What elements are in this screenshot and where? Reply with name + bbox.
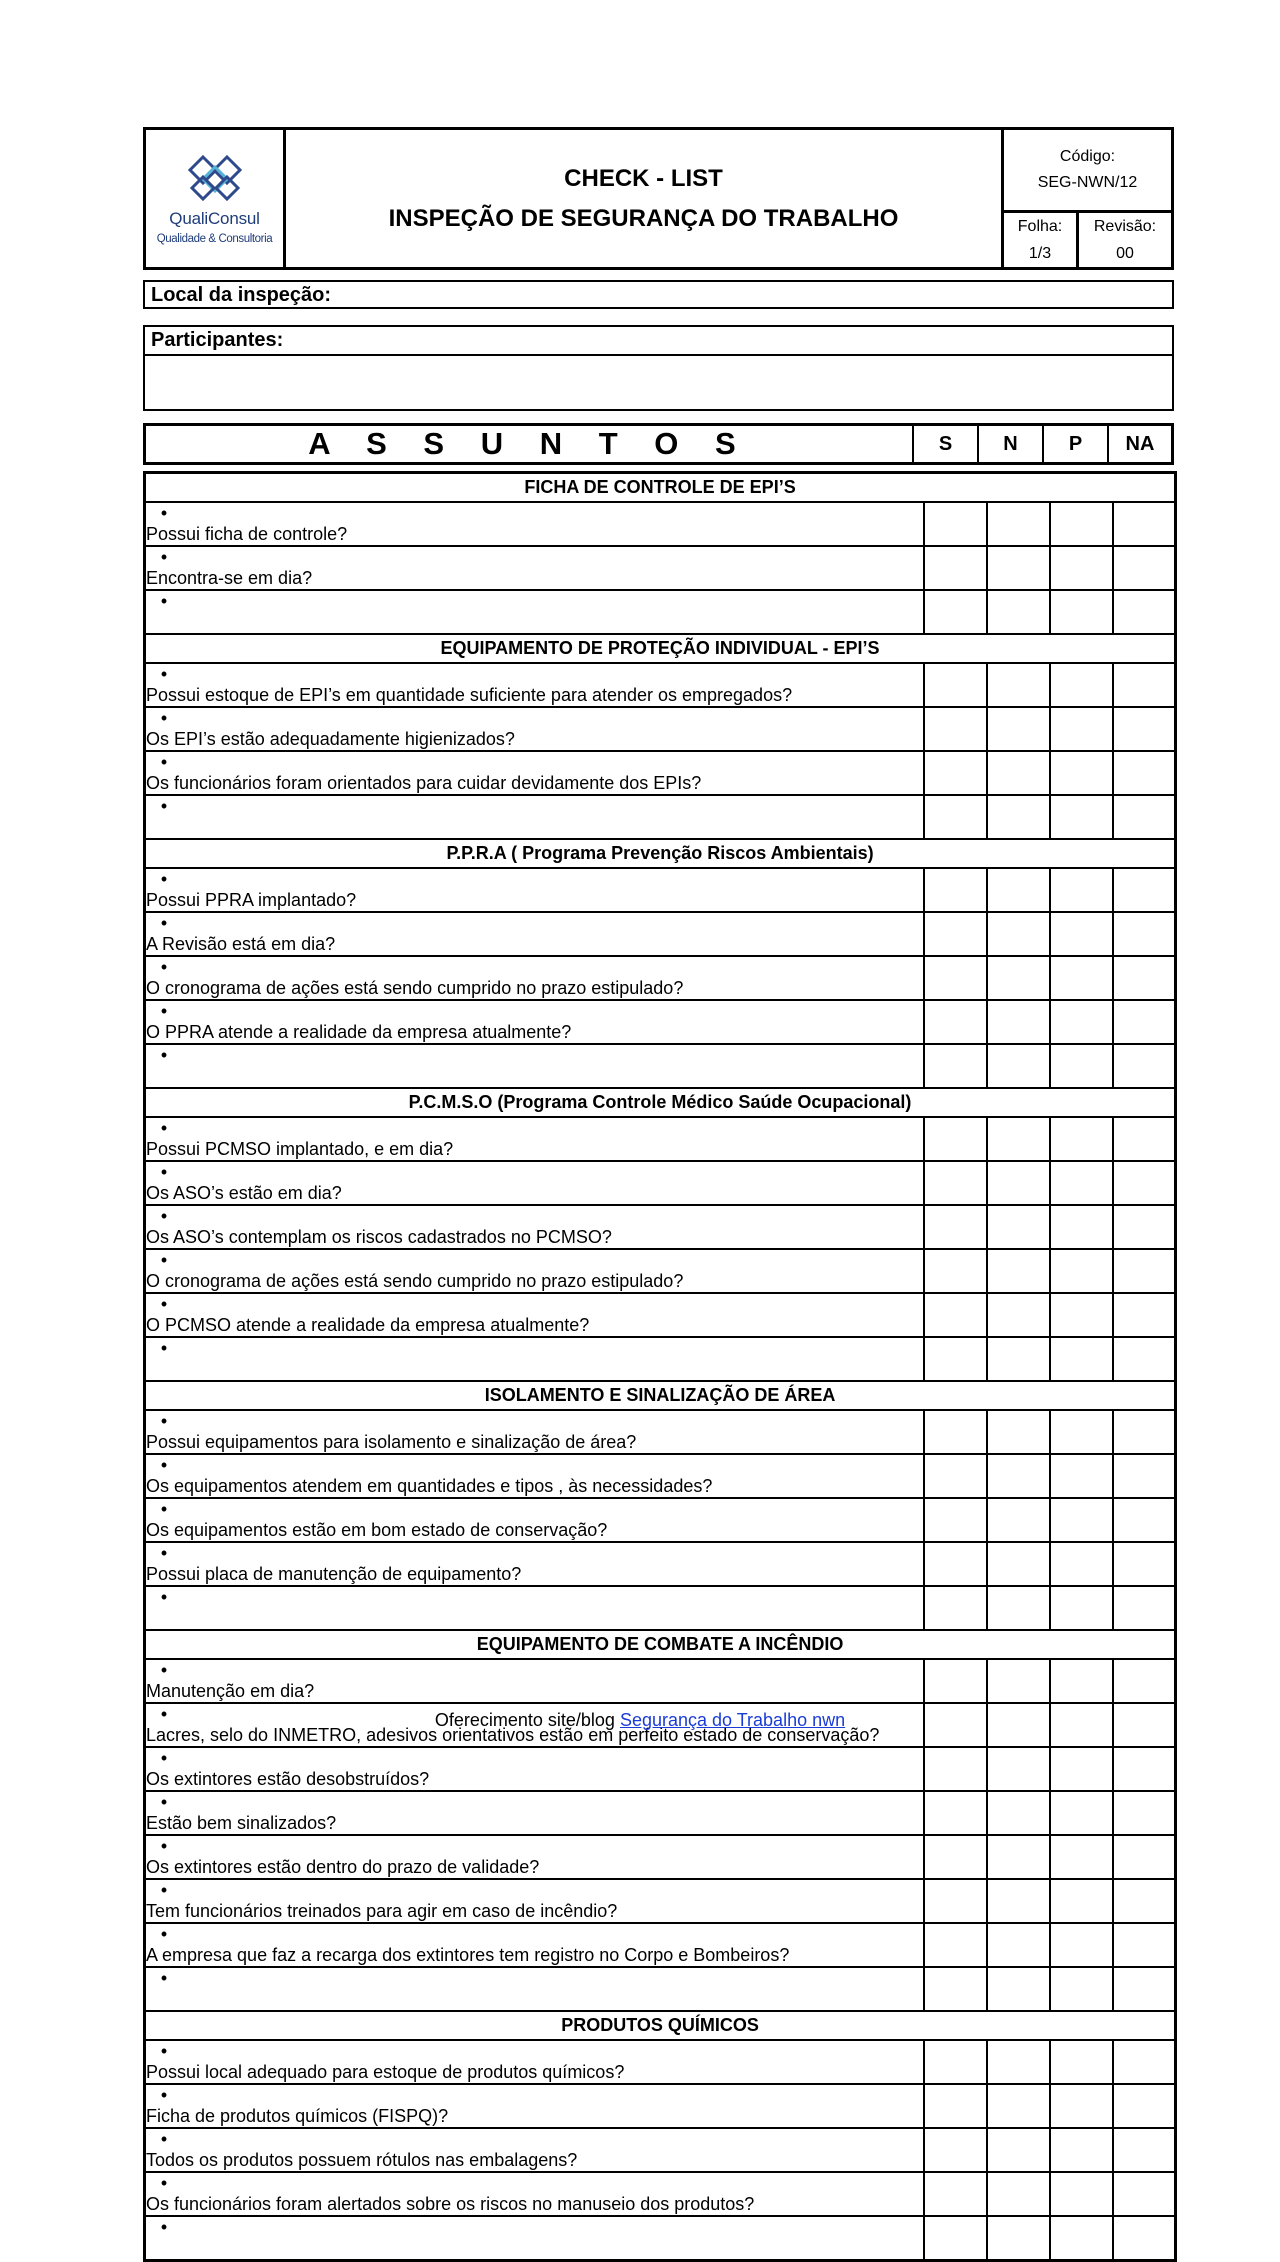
answer-cell-p[interactable] [1050, 2128, 1113, 2172]
title-line-1: CHECK - LIST [564, 164, 723, 192]
checklist-item [145, 751, 924, 795]
answer-cell-na[interactable] [1113, 1967, 1176, 2011]
checklist-item [145, 2084, 924, 2128]
answer-cell-p[interactable] [1050, 502, 1113, 546]
column-p: P [1044, 426, 1109, 462]
bullet-icon: • [160, 1660, 168, 1680]
bullet-icon: • [160, 708, 168, 728]
checklist-item-row [145, 2172, 1176, 2216]
checklist-item-row [145, 1586, 1176, 1630]
checklist-item [145, 1659, 924, 1703]
checklist-item [145, 1747, 924, 1791]
footer-link[interactable]: Segurança do Trabalho nwn [619, 1710, 846, 1730]
local-inspecao-label: Local da inspeção: [151, 284, 332, 306]
column-s: S [914, 426, 979, 462]
answer-cell-p[interactable] [1050, 590, 1113, 634]
bullet-icon: • [160, 2173, 168, 2193]
answer-cell-na[interactable] [1113, 1249, 1176, 1293]
checklist-item [145, 1000, 924, 1044]
checklist-item [145, 1879, 924, 1923]
answer-cell-na[interactable] [1113, 1337, 1176, 1381]
checklist-item-row [145, 1879, 1176, 1923]
answer-cell-p[interactable] [1050, 2040, 1113, 2084]
checklist-item-text [146, 612, 1016, 633]
checklist-item-row [145, 751, 1176, 795]
checklist-item [145, 1791, 924, 1835]
section-title: P.C.M.S.O (Programa Controle Médico Saúde Ocupacional) [145, 1088, 1176, 1117]
checklist-item-row [145, 1659, 1176, 1703]
checklist-item-row [145, 1205, 1176, 1249]
checklist-item-text [146, 1066, 1016, 1087]
section-title: ISOLAMENTO E SINALIZAÇÃO DE ÁREA [145, 1381, 1176, 1410]
footer [0, 1710, 1280, 1731]
checklist-item-text: Manutenção em dia? [146, 1681, 315, 1701]
checklist-item-row [145, 1117, 1176, 1161]
revisao-label: Revisão: [1093, 218, 1157, 235]
checklist-item [145, 912, 924, 956]
checklist-item-text: Os funcionários foram alertados sobre os riscos no manuseio dos produtos? [146, 2194, 755, 2214]
assuntos-header [143, 423, 1174, 465]
checklist-item [145, 1542, 924, 1586]
answer-cell-na[interactable] [1113, 1410, 1176, 1454]
checklist-item-row [145, 1923, 1176, 1967]
bullet-icon: • [160, 1499, 168, 1519]
checklist-table [143, 471, 1177, 2262]
bullet-icon: • [160, 1455, 168, 1475]
answer-cell-p[interactable] [1050, 912, 1113, 956]
checklist-item [145, 1044, 924, 1088]
bullet-icon: • [160, 2085, 168, 2105]
answer-cell-p[interactable] [1050, 1879, 1113, 1923]
checklist-item-text: Encontra-se em dia? [146, 568, 313, 588]
answer-cell-p[interactable] [1050, 1586, 1113, 1630]
answer-cell-na[interactable] [1113, 2216, 1176, 2261]
answer-cell-p[interactable] [1050, 1967, 1113, 2011]
checklist-item-row [145, 2216, 1176, 2261]
document-code-block [1004, 130, 1171, 267]
answer-cell-na[interactable] [1113, 1835, 1176, 1879]
section-title: EQUIPAMENTO DE COMBATE A INCÊNDIO [145, 1630, 1176, 1659]
bullet-icon: • [160, 1792, 168, 1812]
checklist-item-text: Os ASO’s estão em dia? [146, 1183, 342, 1203]
checklist-item-text: Os EPI’s estão adequadamente higienizados? [146, 729, 515, 749]
checklist-item [145, 1923, 924, 1967]
answer-cell-na[interactable] [1113, 663, 1176, 707]
answer-cell-p[interactable] [1050, 2172, 1113, 2216]
answer-cell-na[interactable] [1113, 1879, 1176, 1923]
logo [146, 130, 286, 267]
checklist-item-row [145, 707, 1176, 751]
checklist-item-text: Possui estoque de EPI’s em quantidade suficiente para atender os empregados? [146, 685, 793, 705]
answer-cell-na[interactable] [1113, 1791, 1176, 1835]
section-title: EQUIPAMENTO DE PROTEÇÃO INDIVIDUAL - EPI’S [145, 634, 1176, 663]
checklist-item [145, 502, 924, 546]
bullet-icon: • [160, 752, 168, 772]
logo-diamond-icon [186, 153, 244, 205]
folha-cell [1004, 213, 1079, 267]
answer-cell-na[interactable] [1113, 1161, 1176, 1205]
checklist-item [145, 663, 924, 707]
answer-cell-na[interactable] [1113, 1117, 1176, 1161]
answer-cell-p[interactable] [1050, 1249, 1113, 1293]
answer-cell-na[interactable] [1113, 1205, 1176, 1249]
checklist-item-text: O PPRA atende a realidade da empresa atualmente? [146, 1022, 572, 1042]
checklist-item [145, 1249, 924, 1293]
checklist-item-text [146, 1359, 1016, 1380]
checklist-item [145, 707, 924, 751]
answer-cell-na[interactable] [1113, 1747, 1176, 1791]
participantes-box [143, 325, 1174, 411]
answer-cell-na[interactable] [1113, 1293, 1176, 1337]
answer-cell-na[interactable] [1113, 1586, 1176, 1630]
bullet-icon: • [160, 1338, 168, 1358]
checklist-item [145, 795, 924, 839]
checklist-item-row [145, 1791, 1176, 1835]
bullet-icon: • [160, 913, 168, 933]
bullet-icon: • [160, 2041, 168, 2061]
checklist-item-row [145, 590, 1176, 634]
section-header-row [145, 839, 1176, 868]
bullet-icon: • [160, 1968, 168, 1988]
answer-cell-p[interactable] [1050, 1747, 1113, 1791]
answer-cell-na[interactable] [1113, 751, 1176, 795]
bullet-icon: • [160, 1924, 168, 1944]
checklist-item [145, 1161, 924, 1205]
checklist-item-row [145, 2040, 1176, 2084]
folha-label: Folha: [1017, 218, 1063, 235]
answer-cell-p[interactable] [1050, 1454, 1113, 1498]
checklist-item-row [145, 2128, 1176, 2172]
checklist-item-text [146, 1989, 1016, 2010]
checklist-item-row [145, 1747, 1176, 1791]
section-header-row [145, 634, 1176, 663]
bullet-icon: • [160, 591, 168, 611]
bullet-icon: • [160, 1045, 168, 1065]
checklist-item [145, 2172, 924, 2216]
bullet-icon: • [160, 503, 168, 523]
checklist-item-row [145, 912, 1176, 956]
answer-cell-p[interactable] [1050, 1293, 1113, 1337]
checklist-item-text: Os extintores estão desobstruídos? [146, 1769, 430, 1789]
section-header-row [145, 1088, 1176, 1117]
participantes-label: Participantes: [145, 327, 1172, 356]
answer-cell-na[interactable] [1113, 1454, 1176, 1498]
checklist-item-text: Os ASO’s contemplam os riscos cadastrados no PCMSO? [146, 1227, 612, 1247]
bullet-icon: • [160, 1294, 168, 1314]
checklist-page [143, 127, 1178, 2262]
checklist-item-text [146, 817, 1016, 838]
section-header-row [145, 2011, 1176, 2040]
section-title: P.P.R.A ( Programa Prevenção Riscos Ambientais) [145, 839, 1176, 868]
footer-text: Oferecimento site/blog [434, 1710, 620, 1730]
logo-tagline: Qualidade & Consultoria [156, 232, 273, 245]
revisao-value: 00 [1116, 245, 1134, 262]
checklist-item [145, 2040, 924, 2084]
answer-cell-p[interactable] [1050, 2084, 1113, 2128]
checklist-item-row [145, 2084, 1176, 2128]
checklist-item-text: Tem funcionários treinados para agir em caso de incêndio? [146, 1901, 618, 1921]
checklist-item-text [146, 2238, 1016, 2259]
checklist-item [145, 868, 924, 912]
checklist-item [145, 546, 924, 590]
checklist-item-row [145, 1044, 1176, 1088]
answer-cell-na[interactable] [1113, 912, 1176, 956]
answer-cell-na[interactable] [1113, 707, 1176, 751]
checklist-item-text [146, 1608, 1016, 1629]
checklist-item-text: Ficha de produtos químicos (FISPQ)? [146, 2106, 449, 2126]
bullet-icon: • [160, 1411, 168, 1431]
folha-value: 1/3 [1028, 245, 1052, 262]
answer-cell-p[interactable] [1050, 1659, 1113, 1703]
checklist-item-text: Todos os produtos possuem rótulos nas embalagens? [146, 2150, 578, 2170]
bullet-icon: • [160, 1587, 168, 1607]
checklist-item-text: A empresa que faz a recarga dos extintores tem registro no Corpo e Bombeiros? [146, 1945, 790, 1965]
answer-cell-p[interactable] [1050, 1835, 1113, 1879]
participantes-field[interactable] [145, 356, 1172, 409]
bullet-icon: • [160, 1880, 168, 1900]
answer-cell-p[interactable] [1050, 1000, 1113, 1044]
answer-cell-p[interactable] [1050, 1410, 1113, 1454]
answer-cell-p[interactable] [1050, 868, 1113, 912]
checklist-item-row [145, 663, 1176, 707]
bullet-icon: • [160, 1836, 168, 1856]
bullet-icon: • [160, 957, 168, 977]
bullet-icon: • [160, 2129, 168, 2149]
checklist-item-text: Estão bem sinalizados? [146, 1813, 337, 1833]
checklist-item-row [145, 1967, 1176, 2011]
column-n: N [979, 426, 1044, 462]
answer-cell-na[interactable] [1113, 1923, 1176, 1967]
assuntos-title: A S S U N T O S [146, 426, 914, 462]
title-line-2: INSPEÇÃO DE SEGURANÇA DO TRABALHO [388, 204, 899, 232]
checklist-item-row [145, 1249, 1176, 1293]
checklist-item [145, 1117, 924, 1161]
checklist-item [145, 1498, 924, 1542]
checklist-item-text: Os funcionários foram orientados para cuidar devidamente dos EPIs? [146, 773, 702, 793]
answer-cell-p[interactable] [1050, 1498, 1113, 1542]
bullet-icon: • [160, 1704, 168, 1724]
checklist-item-text: Possui PCMSO implantado, e em dia? [146, 1139, 454, 1159]
checklist-item-row [145, 1835, 1176, 1879]
answer-cell-na[interactable] [1113, 2040, 1176, 2084]
answer-cell-p[interactable] [1050, 546, 1113, 590]
answer-cell-p[interactable] [1050, 1205, 1113, 1249]
checklist-item-text: O PCMSO atende a realidade da empresa atualmente? [146, 1315, 590, 1335]
checklist-item-text: O cronograma de ações está sendo cumprido no prazo estipulado? [146, 1271, 684, 1291]
checklist-item [145, 2128, 924, 2172]
answer-cell-na[interactable] [1113, 956, 1176, 1000]
answer-cell-p[interactable] [1050, 663, 1113, 707]
answer-cell-na[interactable] [1113, 1044, 1176, 1088]
revisao-cell [1079, 213, 1171, 267]
checklist-item [145, 1410, 924, 1454]
checklist-item-row [145, 546, 1176, 590]
answer-cell-na[interactable] [1113, 2084, 1176, 2128]
answer-cell-na[interactable] [1113, 1542, 1176, 1586]
answer-cell-p[interactable] [1050, 2216, 1113, 2261]
checklist-item-row [145, 1000, 1176, 1044]
answer-cell-na[interactable] [1113, 502, 1176, 546]
checklist-item-row [145, 1410, 1176, 1454]
answer-cell-p[interactable] [1050, 1044, 1113, 1088]
checklist-item-text: Os extintores estão dentro do prazo de validade? [146, 1857, 540, 1877]
answer-cell-na[interactable] [1113, 1000, 1176, 1044]
section-header-row [145, 473, 1176, 503]
checklist-item-row [145, 868, 1176, 912]
answer-cell-p[interactable] [1050, 1117, 1113, 1161]
code-label: Código: [1059, 148, 1116, 165]
checklist-item [145, 1967, 924, 2011]
checklist-item-row [145, 1161, 1176, 1205]
bullet-icon: • [160, 1206, 168, 1226]
checklist-item-text: A Revisão está em dia? [146, 934, 336, 954]
bullet-icon: • [160, 1162, 168, 1182]
answer-cell-na[interactable] [1113, 2128, 1176, 2172]
checklist-item [145, 1454, 924, 1498]
logo-name: QualiConsul [169, 208, 260, 228]
checklist-item-row [145, 502, 1176, 546]
answer-cell-p[interactable] [1050, 795, 1113, 839]
checklist-item-row [145, 1454, 1176, 1498]
bullet-icon: • [160, 1001, 168, 1021]
checklist-item [145, 1586, 924, 1630]
column-na: NA [1125, 433, 1155, 455]
checklist-item-row [145, 795, 1176, 839]
checklist-item [145, 1337, 924, 1381]
document-header [143, 127, 1174, 270]
checklist-item [145, 1835, 924, 1879]
bullet-icon: • [160, 1118, 168, 1138]
bullet-icon: • [160, 1748, 168, 1768]
answer-cell-na[interactable] [1113, 795, 1176, 839]
checklist-item-row [145, 1498, 1176, 1542]
section-header-row [145, 1381, 1176, 1410]
answer-cell-na[interactable] [1113, 868, 1176, 912]
checklist-item-text: Possui ficha de controle? [146, 524, 348, 544]
checklist-item [145, 2216, 924, 2261]
section-title: PRODUTOS QUÍMICOS [145, 2011, 1176, 2040]
answer-cell-p[interactable] [1050, 1923, 1113, 1967]
bullet-icon: • [160, 869, 168, 889]
answer-cell-p[interactable] [1050, 707, 1113, 751]
checklist-item-text: Possui PPRA implantado? [146, 890, 357, 910]
checklist-item-text: O cronograma de ações está sendo cumprido no prazo estipulado? [146, 978, 684, 998]
answer-cell-na[interactable] [1113, 1498, 1176, 1542]
document-title [286, 130, 1004, 267]
bullet-icon: • [160, 796, 168, 816]
section-header-row [145, 1630, 1176, 1659]
bullet-icon: • [160, 547, 168, 567]
checklist-item-text: Possui placa de manutenção de equipamento? [146, 1564, 522, 1584]
bullet-icon: • [160, 664, 168, 684]
section-title: FICHA DE CONTROLE DE EPI’S [145, 473, 1176, 503]
bullet-icon: • [160, 1250, 168, 1270]
checklist-item-row [145, 956, 1176, 1000]
checklist-item-text: Lacres, selo do INMETRO, adesivos orientativos estão em perfeito estado de conservação? [146, 1725, 880, 1745]
answer-cell-na[interactable] [1113, 2172, 1176, 2216]
checklist-item [145, 590, 924, 634]
answer-cell-p[interactable] [1050, 1791, 1113, 1835]
bullet-icon: • [160, 2217, 168, 2237]
checklist-item-row [145, 1542, 1176, 1586]
answer-cell-p[interactable] [1050, 751, 1113, 795]
answer-cell-p[interactable] [1050, 1337, 1113, 1381]
local-inspecao-field[interactable] [143, 280, 1174, 309]
code-value: SEG-NWN/12 [1037, 174, 1138, 191]
answer-cell-na[interactable] [1113, 546, 1176, 590]
bullet-icon: • [160, 1543, 168, 1563]
checklist-item-text: Possui local adequado para estoque de produtos químicos? [146, 2062, 625, 2082]
checklist-item-text: Os equipamentos estão em bom estado de conservação? [146, 1520, 608, 1540]
checklist-item [145, 1205, 924, 1249]
answer-cell-p[interactable] [1050, 1542, 1113, 1586]
checklist-item-text: Possui equipamentos para isolamento e sinalização de área? [146, 1432, 637, 1452]
answer-cell-p[interactable] [1050, 956, 1113, 1000]
checklist-item-row [145, 1337, 1176, 1381]
answer-cell-na[interactable] [1113, 590, 1176, 634]
answer-cell-p[interactable] [1050, 1161, 1113, 1205]
checklist-item-row [145, 1293, 1176, 1337]
checklist-item-text: Os equipamentos atendem em quantidades e tipos , às necessidades? [146, 1476, 713, 1496]
checklist-item [145, 1293, 924, 1337]
answer-cell-na[interactable] [1113, 1659, 1176, 1703]
checklist-item [145, 956, 924, 1000]
